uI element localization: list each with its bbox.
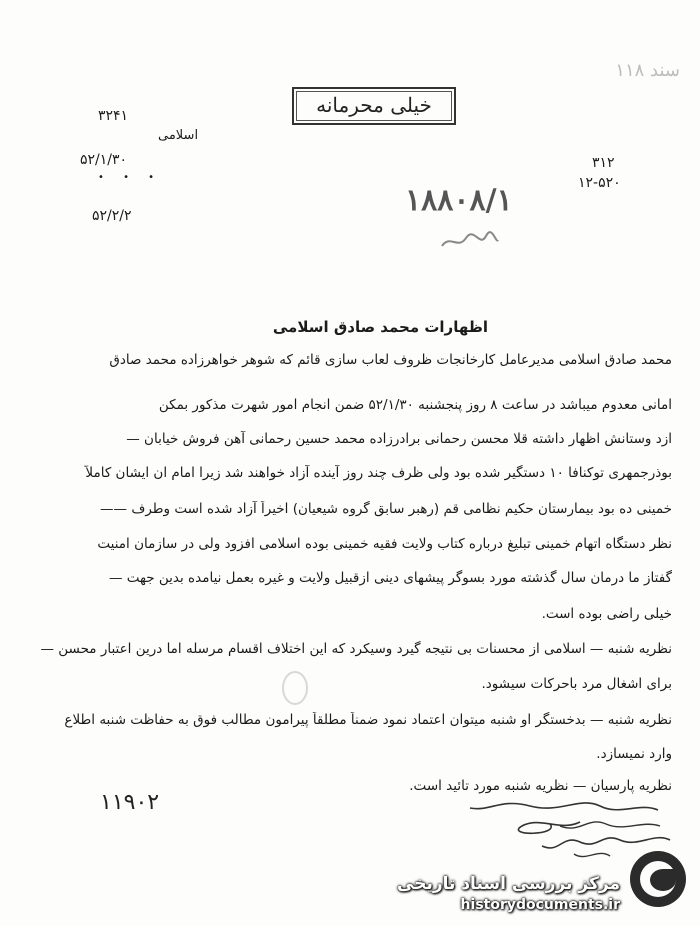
- body-line: نظریه شنبه — اسلامی از محسنات بی نتیجه گیرد وسیکرد که این اختلاف اقسام مرسله اما درین اعتبار محسن —: [40, 641, 672, 657]
- body-line: ازد وستانش اظهار داشته قلا محسن رحمانی برادرزاده محمد حسین رحمانی آهن فروش خیابان —: [126, 431, 672, 447]
- left-reference-label: اسلامی: [158, 128, 199, 143]
- body-line: نظریه پارسیان — نظریه شنبه مورد تائید است.: [409, 778, 672, 794]
- handwritten-reference-number: ۱۸۸۰۸/۱: [405, 183, 513, 218]
- faint-margin-stamp: [280, 668, 310, 708]
- body-line: نظریه شنبه — بدخستگر او شنبه میتوان اعتماد نمود ضمناً مطلقاً پیرامون مطالب فوق به حفاظت شنبه اطلاع: [64, 712, 672, 728]
- document-title: اظهارات محمد صادق اسلامی: [272, 318, 488, 336]
- body-line: وارد نمیسازد.: [596, 746, 672, 762]
- page-number: ۱۱۹۰۲: [100, 790, 160, 815]
- left-reference-marks: • • •: [98, 172, 163, 183]
- body-line: بوذرجمهری توکنافا ۱۰ دستگیر شده بود ولی ظرف چند روز آینده آزاد خواهند شد زیرا امام ان ایشان کاملاً: [85, 465, 672, 481]
- left-reference-number: ۳۲۴۱: [98, 108, 129, 124]
- top-right-faint-note: سند ۱۱۸: [615, 60, 680, 81]
- archive-logo-icon: [630, 851, 686, 907]
- left-reference-date-2: ۵۲/۲/۲: [92, 208, 132, 224]
- body-line: امانی معدوم میباشد در ساعت ۸ روز پنجشنبه ۵۲/۱/۳۰ ضمن انجام امور شهرت مذکور بمکن: [158, 397, 672, 413]
- body-line: برای اشغال مرد باحرکات سیشود.: [481, 676, 672, 692]
- body-line: خمینی ده بود بیمارستان حکیم نظامی قم (رهبر سابق گروه شیعیان) اخیراً آزاد شده است وطرف ——: [100, 501, 672, 517]
- handwritten-scribble: [440, 230, 500, 252]
- left-reference-date: ۵۲/۱/۳۰: [80, 152, 128, 168]
- body-line: نظر دستگاه اتهام خمینی تبلیغ درباره کتاب ولایت فقیه خمینی بوده اسلامی افزود ولی در سازمان امنیت: [97, 536, 672, 552]
- archive-url: historydocuments.ir: [460, 897, 620, 913]
- archive-name: مرکز بررسی اسناد تاریخی: [397, 874, 620, 894]
- body-line: محمد صادق اسلامی مدیرعامل کارخانجات ظروف لعاب سازی قائم که شوهر خواهرزاده محمد صادق: [109, 352, 672, 368]
- body-line: گفتاز ما درمان سال گذشته مورد بسوگر پیشهای دینی ازقبیل ولایت و غیره بعمل نیامده بدین جهت —: [108, 570, 672, 586]
- right-reference-number: ۳۱۲: [592, 155, 615, 171]
- classification-stamp-text: خیلی محرمانه: [316, 93, 432, 117]
- classification-stamp: [292, 87, 456, 125]
- body-line: خیلی راضی بوده است.: [541, 606, 672, 622]
- right-reference-number-2: ۱۲-۵۲۰: [578, 175, 621, 191]
